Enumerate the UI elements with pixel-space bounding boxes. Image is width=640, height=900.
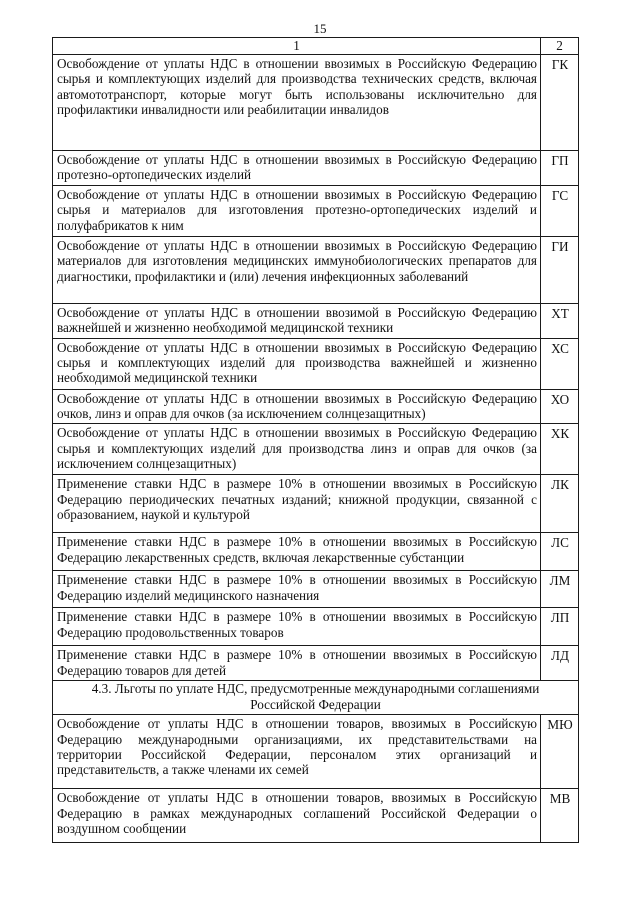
row-code: ХК (541, 424, 579, 475)
row-description: Применение ставки НДС в размере 10% в отношении ввозимых в Российскую Федерацию товаров для детей (53, 646, 541, 681)
row-code: ЛМ (541, 571, 579, 608)
row-description: Освобождение от уплаты НДС в отношении ввозимых в Российскую Федерацию сырья и материалов для изготовления протезно-ортопедических изделий и полуфабрикатов к ним (53, 185, 541, 236)
row-description: Применение ставки НДС в размере 10% в отношении ввозимых в Российскую Федерацию периодических печатных изданий; книжной продукции, связанной с образованием, наукой и культурой (53, 475, 541, 533)
benefits-table (52, 37, 579, 843)
row-code: ЛС (541, 533, 579, 571)
row-description: Освобождение от уплаты НДС в отношении товаров, ввозимых в Российскую Федерацию международными организациями, их представительствами на территории Российской Федерации, персоналом этих организаций и представительств, а также членами их семей (53, 715, 541, 789)
row-description: Освобождение от уплаты НДС в отношении ввозимой в Российскую Федерацию важнейшей и жизненно необходимой медицинской техники (53, 303, 541, 338)
row-description: Освобождение от уплаты НДС в отношении ввозимых в Российскую Федерацию материалов для изготовления медицинских иммунобиологических препаратов для диагностики, профилактики и (или) лечения инфекционных заболеваний (53, 236, 541, 303)
row-code: ХТ (541, 303, 579, 338)
table-row (53, 338, 579, 389)
row-description: Освобождение от уплаты НДС в отношении ввозимых в Российскую Федерацию сырья и комплектующих изделий для производства важнейшей и жизненно необходимой медицинской техники (53, 338, 541, 389)
page-number: 15 (313, 21, 327, 36)
table-row (53, 55, 579, 151)
column-header-code: 2 (541, 38, 579, 55)
row-description: Освобождение от уплаты НДС в отношении ввозимых в Российскую Федерацию сырья и комплектующих изделий для производства технических средств, включая автомототранспорт, которые могут быть использованы исключительно для профилактики инвалидности или реабилитации инвалидов (53, 55, 541, 151)
row-code: ГИ (541, 236, 579, 303)
table-row (53, 533, 579, 571)
row-description: Применение ставки НДС в размере 10% в отношении ввозимых в Российскую Федерацию изделий медицинского назначения (53, 571, 541, 608)
row-code: ХС (541, 338, 579, 389)
table-row (53, 646, 579, 681)
section-heading-row (53, 681, 579, 715)
table-row (53, 715, 579, 789)
row-code: ЛД (541, 646, 579, 681)
row-description: Освобождение от уплаты НДС в отношении товаров, ввозимых в Российскую Федерацию в рамках международных соглашений Российской Федерации о воздушном сообщении (53, 789, 541, 843)
table-row (53, 571, 579, 608)
row-code: ГК (541, 55, 579, 151)
row-code: ЛП (541, 608, 579, 646)
table-row (53, 389, 579, 424)
table-header-row (53, 38, 579, 55)
section-title: 4.3. Льготы по уплате НДС, предусмотренные международными соглашениями Российской Федерации (53, 681, 579, 715)
row-description: Освобождение от уплаты НДС в отношении ввозимых в Российскую Федерацию очков, линз и оправ для очков (за исключением солнцезащитных) (53, 389, 541, 424)
row-description: Освобождение от уплаты НДС в отношении ввозимых в Российскую Федерацию сырья и комплектующих изделий для производства линз и оправ для очков (за исключением солнцезащитных) (53, 424, 541, 475)
row-code: ГП (541, 151, 579, 186)
row-description: Применение ставки НДС в размере 10% в отношении ввозимых в Российскую Федерацию лекарственных средств, включая лекарственные субстанции (53, 533, 541, 571)
row-code: МВ (541, 789, 579, 843)
table-row (53, 236, 579, 303)
table-row (53, 151, 579, 186)
table-row (53, 475, 579, 533)
table-row (53, 424, 579, 475)
table-row (53, 789, 579, 843)
row-code: ГС (541, 185, 579, 236)
column-header-description: 1 (53, 38, 541, 55)
row-code: МЮ (541, 715, 579, 789)
table-row (53, 608, 579, 646)
table-row (53, 303, 579, 338)
row-code: ХО (541, 389, 579, 424)
table-row (53, 185, 579, 236)
row-description: Освобождение от уплаты НДС в отношении ввозимых в Российскую Федерацию протезно-ортопедических изделий (53, 151, 541, 186)
row-description: Применение ставки НДС в размере 10% в отношении ввозимых в Российскую Федерацию продовольственных товаров (53, 608, 541, 646)
row-code: ЛК (541, 475, 579, 533)
